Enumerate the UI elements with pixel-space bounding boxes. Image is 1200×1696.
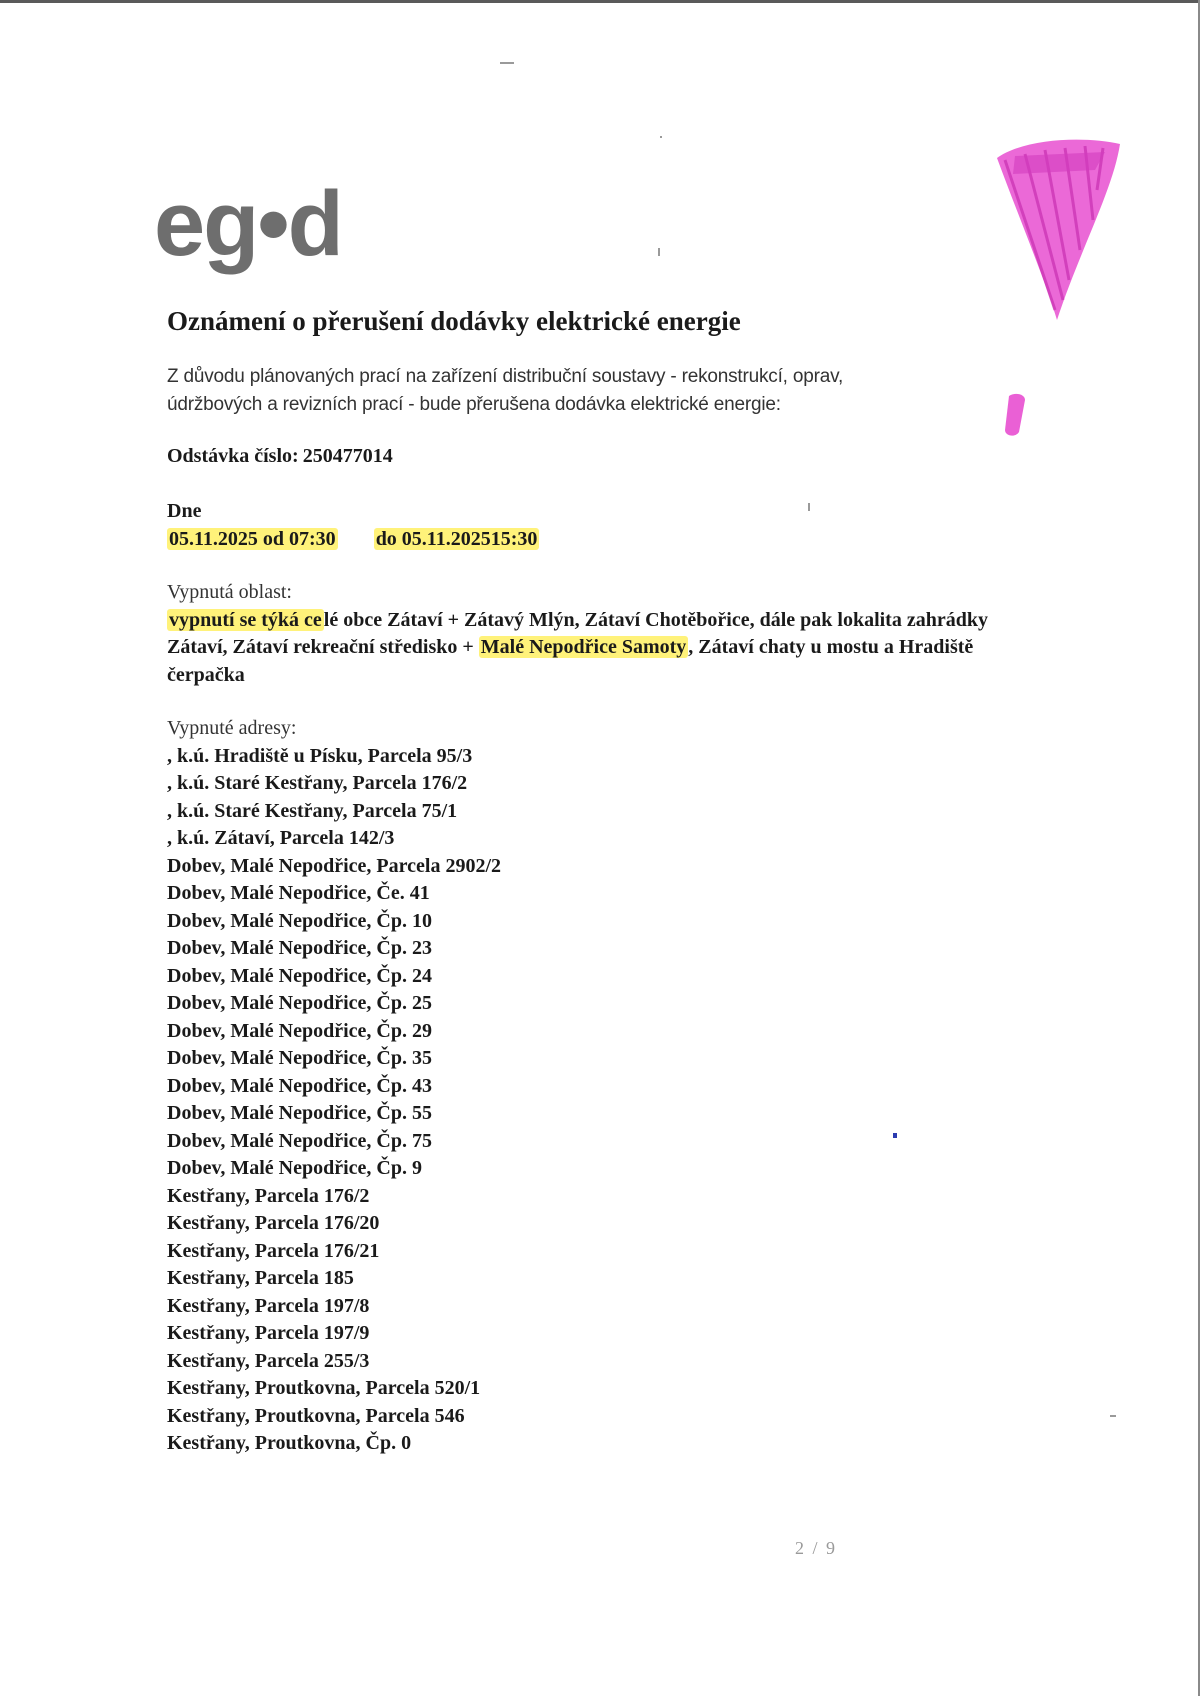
address-item: , k.ú. Hradiště u Písku, Parcela 95/3 xyxy=(167,744,473,767)
address-item: Dobev, Malé Nepodřice, Čp. 9 xyxy=(167,1157,422,1179)
address-item: Dobev, Malé Nepodřice, Čp. 24 xyxy=(167,964,432,987)
date-from: 05.11.2025 od 07:30 xyxy=(169,527,336,550)
addresses-label: Vypnuté adresy: xyxy=(167,717,297,739)
area-section xyxy=(167,579,1127,689)
intro-line: Z důvodu plánovaných prací na zařízení distribuční soustavy - rekonstrukcí, oprav, xyxy=(167,366,844,387)
area-text: , Zátaví chaty u mostu a Hradiště xyxy=(688,636,974,658)
intro-paragraph xyxy=(167,363,927,419)
address-item: , k.ú. Zátaví, Parcela 142/3 xyxy=(167,827,395,849)
area-line: čerpačka xyxy=(167,663,245,686)
address-item: Dobev, Malé Nepodřice, Čp. 35 xyxy=(167,1047,432,1069)
address-item: Kestřany, Parcela 176/20 xyxy=(167,1212,380,1234)
address-item: Dobev, Malé Nepodřice, Če. 41 xyxy=(167,882,430,904)
address-item: Dobev, Malé Nepodřice, Čp. 23 xyxy=(167,937,432,959)
outage-number-row xyxy=(167,445,1127,468)
address-item: Kestřany, Parcela 197/8 xyxy=(167,1294,370,1317)
outage-number-value: 250477014 xyxy=(302,445,393,467)
page-title: Oznámení o přerušení dodávky elektrické energie xyxy=(167,306,741,336)
egd-logo: eg•d xyxy=(154,173,342,275)
area-line xyxy=(167,607,1127,635)
address-item: Kestřany, Proutkovna, Čp. 0 xyxy=(167,1432,412,1454)
area-text: lé obce Zátaví + Zátavý Mlýn, Zátaví Chotěbořice, dále pak lokalita zahrádky xyxy=(323,608,988,631)
notice-body xyxy=(167,306,1127,1458)
address-item: Kestřany, Parcela 255/3 xyxy=(167,1349,370,1372)
address-list xyxy=(167,743,1127,1458)
address-item: Kestřany, Proutkovna, Parcela 546 xyxy=(167,1404,465,1427)
date-to: do 05.11.202515:30 xyxy=(375,527,538,550)
address-item: , k.ú. Staré Kestřany, Parcela 176/2 xyxy=(167,772,468,794)
date-label: Dne xyxy=(167,500,202,522)
addresses-section xyxy=(167,715,1127,1458)
area-text: Zátaví, Zátaví rekreační středisko + xyxy=(167,636,479,658)
address-item: Dobev, Malé Nepodřice, Čp. 55 xyxy=(167,1102,432,1124)
address-item: , k.ú. Staré Kestřany, Parcela 75/1 xyxy=(167,799,458,822)
area-highlight: Malé Nepodřice Samoty xyxy=(480,636,687,658)
address-item: Kestřany, Parcela 197/9 xyxy=(167,1322,370,1344)
address-item: Dobev, Malé Nepodřice, Parcela 2902/2 xyxy=(167,854,502,877)
address-item: Dobev, Malé Nepodřice, Čp. 75 xyxy=(167,1129,432,1152)
scan-speck xyxy=(660,136,662,138)
area-line xyxy=(167,634,1127,662)
area-highlight: vypnutí se týká ce xyxy=(169,608,322,631)
area-label: Vypnutá oblast: xyxy=(167,581,292,603)
scan-edge-top xyxy=(0,0,1200,3)
address-item: Kestřany, Proutkovna, Parcela 520/1 xyxy=(167,1377,481,1399)
address-item: Dobev, Malé Nepodřice, Čp. 43 xyxy=(167,1074,432,1097)
address-item: Dobev, Malé Nepodřice, Čp. 29 xyxy=(167,1019,432,1042)
scan-speck xyxy=(658,248,660,256)
address-item: Dobev, Malé Nepodřice, Čp. 25 xyxy=(167,992,432,1014)
intro-line: údržbových a revizních prací - bude přerušena dodávka elektrické energie: xyxy=(167,394,781,415)
scan-speck xyxy=(500,62,514,64)
address-item: Kestřany, Parcela 176/2 xyxy=(167,1184,370,1207)
address-item: Dobev, Malé Nepodřice, Čp. 10 xyxy=(167,909,432,932)
date-section xyxy=(167,498,1127,553)
address-item: Kestřany, Parcela 185 xyxy=(167,1267,354,1289)
outage-number-label: Odstávka číslo: xyxy=(167,445,299,467)
date-range xyxy=(167,526,1127,554)
address-item: Kestřany, Parcela 176/21 xyxy=(167,1239,380,1262)
page-number: 2 / 9 xyxy=(795,1538,838,1558)
